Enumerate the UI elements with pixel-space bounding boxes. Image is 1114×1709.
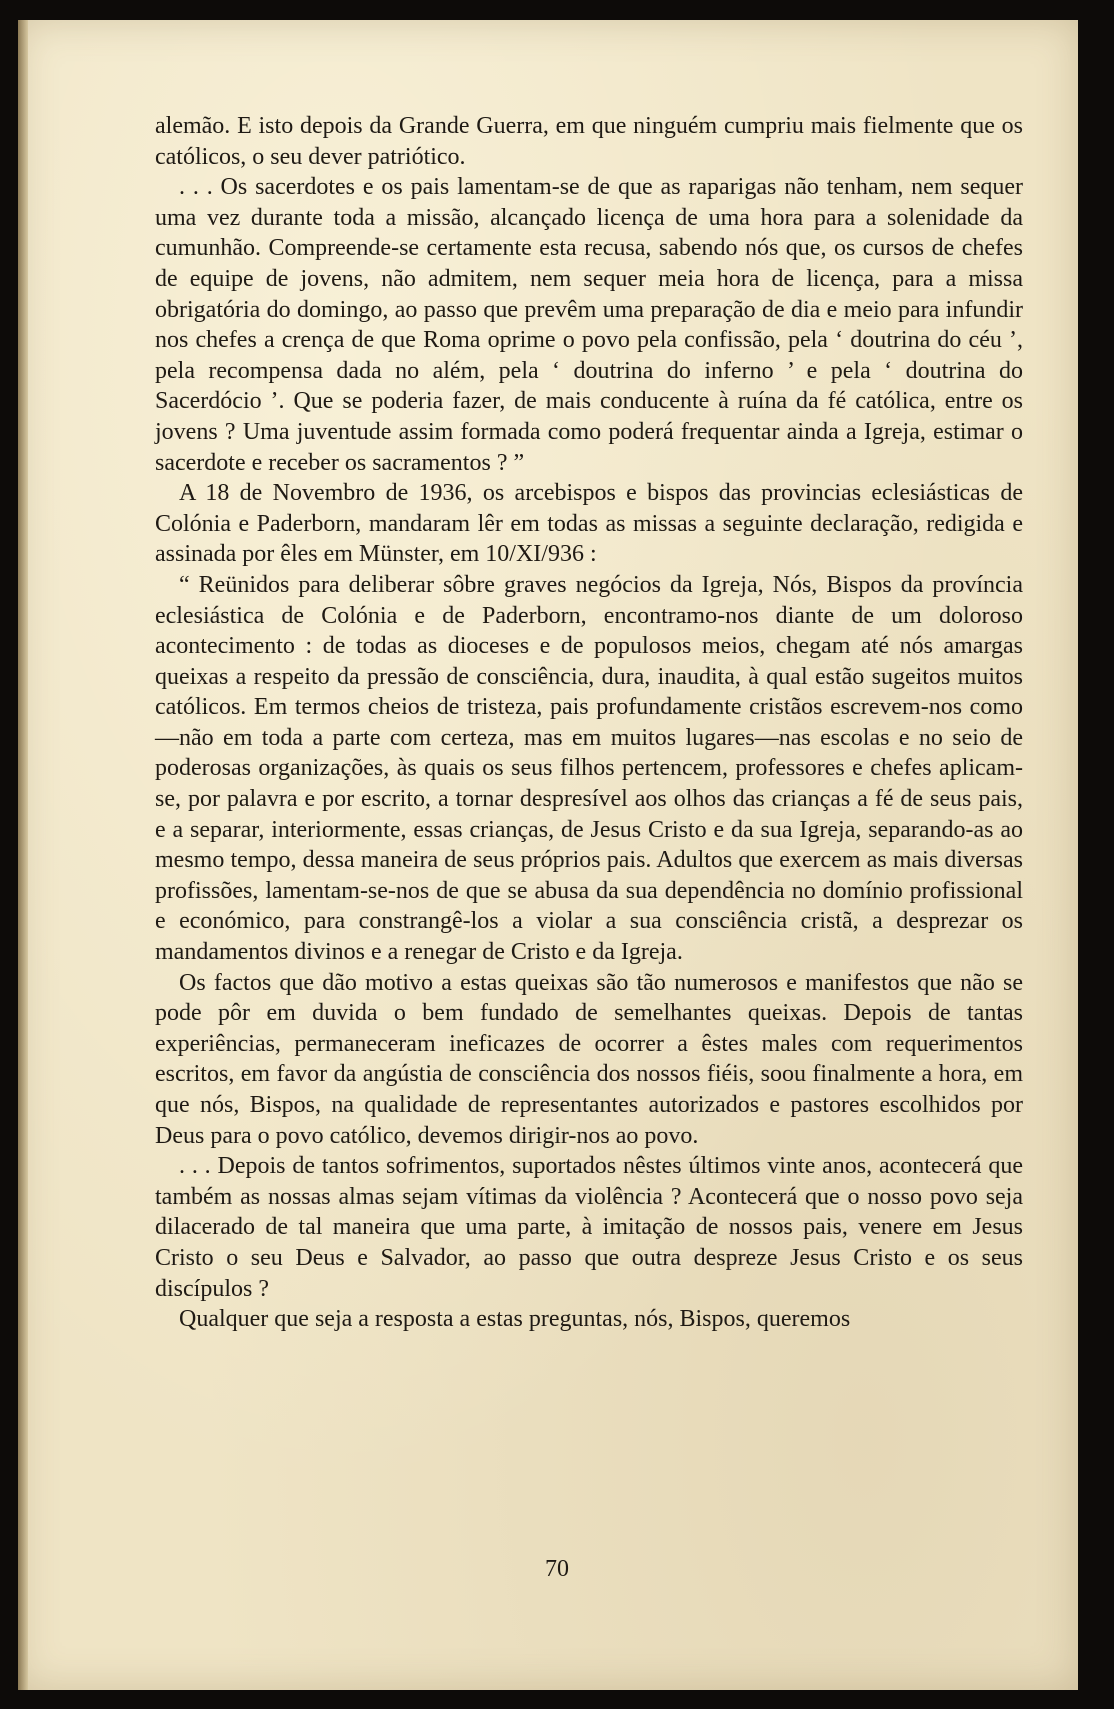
body-text (155, 111, 1023, 1335)
paragraph-4-quote: “ Reünidos para deliberar sôbre graves negócios da Igreja, Nós, Bispos da província eclesiástica de Colónia e de Paderborn, encontramo-nos diante de um doloroso acontecimento : de todas as dioceses e de populosos meios, chegam até nós amargas queixas a respeito da pressão de consciência, dura, inaudita, à qual estão sugeitos muitos católicos. Em termos cheios de tristeza, pais profundamente cristãos escrevem-nos como —não em toda a parte com certeza, mas em muitos lugares—nas escolas e no seio de poderosas organizações, às quais os seus filhos pertencem, professores e chefes aplicam-se, por palavra e por escrito, a tornar despresível aos olhos das crianças a fé de seus pais, e a separar, interiormente, essas crianças, de Jesus Cristo e da sua Igreja, separando-as ao mesmo tempo, dessa maneira de seus próprios pais. Adultos que exercem as mais diversas profissões, lamentam-se-nos de que se abusa da sua dependência no domínio profissional e económico, para constrangê-los a violar a sua consciência cristã, a desprezar os mandamentos divinos e a renegar de Cristo e da Igreja. (155, 571, 1023, 966)
page-number: 70 (545, 1556, 569, 1582)
paragraph-3: A 18 de Novembro de 1936, os arcebispos e bispos das provincias eclesiásticas de Colónia e Paderborn, mandaram lêr em todas as missas a seguinte declaração, redigida e assinada por êles em Münster, em 10/XI/936 : (155, 480, 1023, 568)
page-spine-shadow (18, 20, 28, 1690)
paragraph-6: . . . Depois de tantos sofrimentos, suportados nêstes últimos vinte anos, acontecerá que também as nossas almas sejam vítimas da violência ? Acontecerá que o nosso povo seja dilacerado de tal maneira que uma parte, à imitação de nossos pais, venere em Jesus Cristo o seu Deus e Salvador, ao passo que outra despreze Jesus Cristo e os seus discípulos ? (155, 1153, 1023, 1302)
paragraph-2: . . . Os sacerdotes e os pais lamentam-se de que as raparigas não tenham, nem sequer uma vez durante toda a missão, alcançado licença de uma hora para a solenidade da cumunhão. Compreende-se certamente esta recusa, sabendo nós que, os cursos de chefes de equipe de jovens, não admitem, nem sequer meia hora de licença, para a missa obrigatória do domingo, ao passo que prevêm uma preparação de dia e meio para infundir nos chefes a crença de que Roma oprime o povo pela confissão, pela ‘ doutrina do céu ’, pela recompensa dada no além, pela ‘ doutrina do inferno ’ e pela ‘ doutrina do Sacerdócio ’. Que se poderia fazer, de mais conducente à ruína da fé católica, entre os jovens ? Uma juventude assim formada como poderá frequentar ainda a Igreja, estimar o sacerdote e receber os sacramentos ? ” (155, 174, 1023, 476)
paragraph-7: Qualquer que seja a resposta a estas preguntas, nós, Bispos, queremos (179, 1306, 851, 1333)
paragraph-5: Os factos que dão motivo a estas queixas são tão numerosos e manifestos que não se pode pôr em duvida o bem fundado de semelhantes queixas. Depois de tantas experiências, permaneceram ineficazes de ocorrer a êstes males com requerimentos escritos, em favor da angústia de consciência dos nossos fiéis, soou finalmente a hora, em que nós, Bispos, na qualidade de representantes autorizados e pastores escolhidos por Deus para o povo católico, devemos dirigir-nos ao povo. (155, 969, 1023, 1149)
paragraph-1: alemão. E isto depois da Grande Guerra, em que ninguém cumpriu mais fielmente que os católicos, o seu dever patriótico. (155, 113, 1023, 170)
